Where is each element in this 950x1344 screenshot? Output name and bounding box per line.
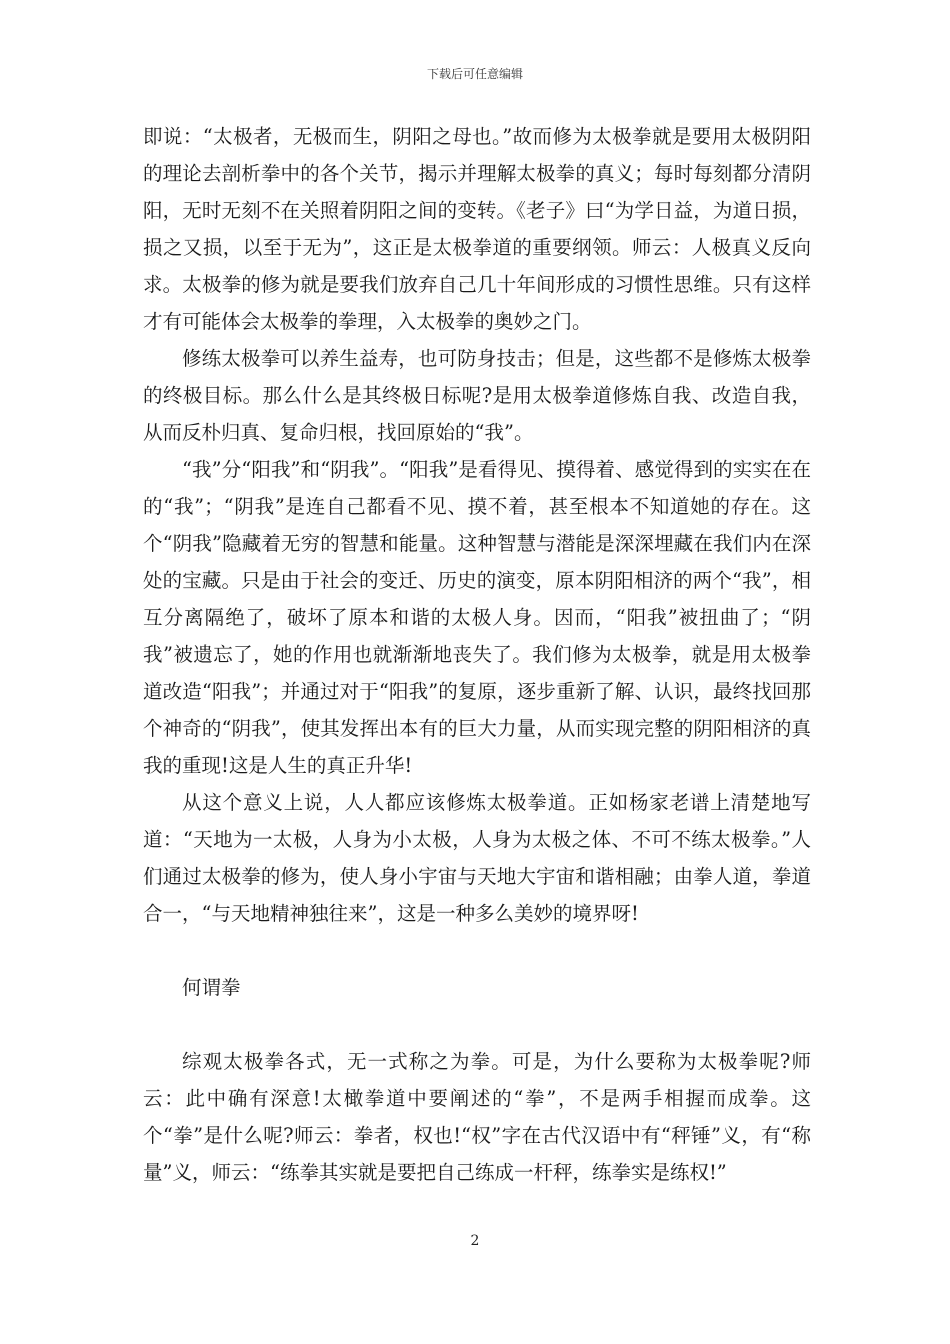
- blank-line: [143, 1006, 811, 1043]
- paragraph: 从这个意义上说，人人都应该修炼太极拳道。正如杨家老谱上清楚地写道：“天地为一太极，人身为小太极，人身为太极之体、不可不练太极拳。”人们通过太极拳的修为，使人身小宇宙与天地大宇宙和谐相融；由拳人道，拳道合一，“与天地精神独往来”，这是一种多么美妙的境界呀!: [143, 791, 811, 925]
- paragraph: 修练太极拳可以养生益寿，也可防身技击；但是，这些都不是修炼太极拳的终极目标。那么什么是其终极日标呢?是用太极拳道修炼自我、改造自我，从而反朴归真、复命归根，找回原始的“我”。: [143, 347, 811, 444]
- section-heading: 何谓拳: [182, 976, 241, 999]
- paragraph: “我”分“阳我”和“阴我”。“阳我”是看得见、摸得着、感觉得到的实实在在的“我”；“阴我”是连自己都看不见、摸不着，甚至根本不知道她的存在。这个“阴我”隐藏着无穷的智慧和能量。这种智慧与潜能是深深埋藏在我们内在深处的宝藏。只是由于社会的变迁、历史的演变，原本阴阳相济的两个“我”，相互分离隔绝了，破坏了原本和谐的太极人身。因而，“阳我”被扭曲了；“阴我”被遗忘了，她的作用也就渐渐地丧失了。我们修为太极拳，就是用太极拳道改造“阳我”；并通过对于“阳我”的复原，逐步重新了解、认识，最终找回那个神奇的“阴我”，使其发挥出本有的巨大力量，从而实现完整的阴阳相济的真我的重现!这是人生的真正升华!: [143, 458, 811, 777]
- paragraph-continuation: 即说：“太极者，无极而生，阴阳之母也。”故而修为太极拳就是要用太极阴阳的理论去剖析拳中的各个关节，揭示并理解太极拳的真义；每时每刻都分清阴阳，无时无刻不在关照着阴阳之间的变转。《老子》曰“为学日益，为道日损，损之又损，以至于无为”，这正是太极拳道的重要纲领。师云：人极真义反向求。太极拳的修为就是要我们放弃自己几十年间形成的习惯性思维。只有这样才有可能体会太极拳的拳理，入太极拳的奥妙之门。: [143, 125, 811, 333]
- document-body: [143, 118, 811, 1191]
- page-header: 下载后可任意编辑: [426, 67, 523, 81]
- blank-line: [143, 932, 811, 969]
- page-number: 2: [470, 1233, 480, 1249]
- section-paragraph: 综观太极拳各式，无一式称之为拳。可是，为什么要称为太极拳呢?师云：此中确有深意!太橄拳道中要阐述的“拳”，不是两手相握而成拳。这个“拳”是什么呢?师云：拳者，权也!“权”字在古代汉语中有“秤锤”义，有“称量”义，师云：“练拳其实就是要把自己练成一杆秤，练拳实是练权!”: [143, 1050, 811, 1184]
